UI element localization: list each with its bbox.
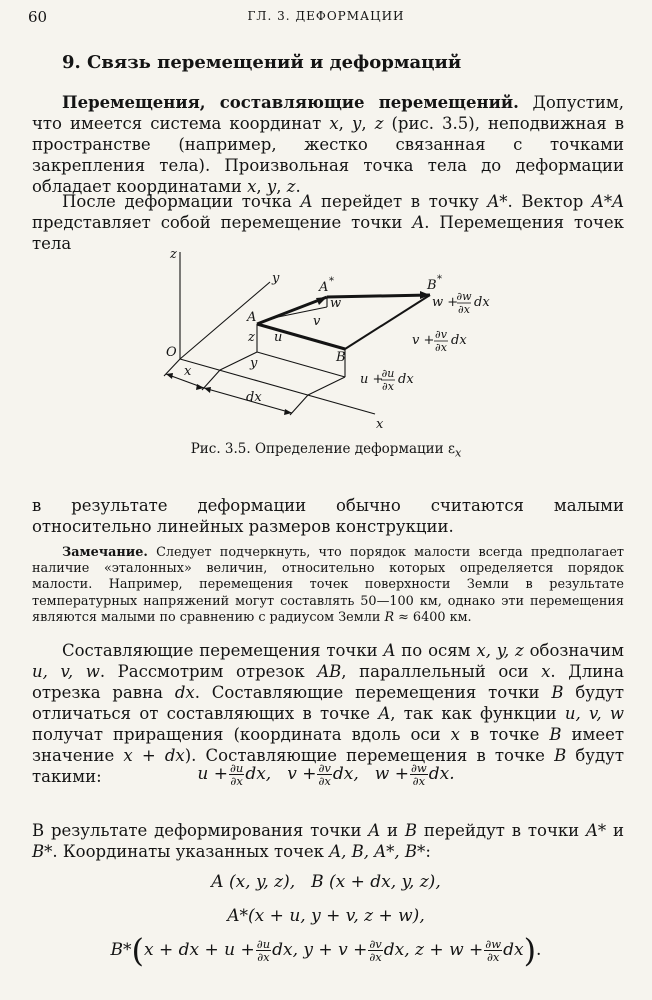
frac-dv-num: ∂v <box>435 328 447 341</box>
label-z-small: z <box>248 330 255 345</box>
label-A: A <box>247 310 257 325</box>
figure-caption: Рис. 3.5. Определение деформации $\varepsilon_x$ <box>190 441 462 460</box>
label-y-small: y <box>250 356 258 371</box>
frac-du-tail: dx <box>398 372 414 387</box>
label-y: y <box>272 271 280 286</box>
label-w-increment: w + <box>432 295 459 310</box>
section-title: 9. Связь перемещений и деформаций <box>62 52 462 73</box>
equation-coords-Bstar: B*(x + dx + u + $\frac{\partial u}{\partial x}$ dx, y + v + $\frac{\partial v}{\partial x}$ dx, z + w + $\frac{\partial w}{\partial x}$ dx). <box>110 931 542 970</box>
frac-dw-den: ∂x <box>458 303 470 316</box>
running-title: ГЛ. 3. ДЕФОРМАЦИИ <box>247 9 405 23</box>
label-Astar: A <box>319 280 329 295</box>
page-header <box>28 8 624 30</box>
figure-3-5-diagram <box>150 244 510 444</box>
frac-dv-den: ∂x <box>435 341 447 354</box>
label-w: w <box>330 296 342 311</box>
paragraph-components: Составляющие перемещения точки A по осям x, y, z обозначим u, v, w. Рассмотрим отрезок AB, параллельный оси x. Длина отрезка равна dx. Составляющие перемещения точки B будут отличаться от составляющих в точке A, так как функции u, v, w получат приращения (координата вдоль оси x в точке B имеет значение x + dx). Составляющие перемещения в точке B будут такими: <box>32 641 625 786</box>
projection-base <box>257 352 345 377</box>
u-component <box>257 317 278 324</box>
label-dim-dx: dx <box>246 390 262 405</box>
label-v: v <box>313 314 321 329</box>
label-O: O <box>166 345 177 360</box>
frac-dw-tail: dx <box>474 295 490 310</box>
paragraph-small-displacements: в результате деформации обычно считаются малыми относительно линейных размеров конструкции. <box>32 496 624 536</box>
label-z: z <box>170 247 177 262</box>
paragraph-deformed-points: В результате деформирования точки A и B перейдут в точки A* и B*. Координаты указанных точек A, B, A*, B*: <box>32 821 624 861</box>
label-u-increment: u + <box>360 372 384 387</box>
label-dim-x: x <box>184 364 192 379</box>
arrow-dim-x-left <box>166 373 173 379</box>
segment-AB <box>257 324 345 349</box>
frac-du-den: ∂x <box>382 380 394 393</box>
label-Bstar: B <box>427 278 437 293</box>
paragraph-after-deformation: После деформации точка A перейдет в точку A*. Вектор A*A представляет собой перемещение точки A. Перемещения точек тела <box>32 192 624 253</box>
dim-tick-3 <box>290 395 308 415</box>
x-axis <box>180 359 375 414</box>
equation-coords-Astar: A*(x + u, y + v, z + w), <box>227 906 425 926</box>
projection-back <box>308 377 345 395</box>
frac-dw-num: ∂w <box>456 290 472 303</box>
arrow-dim-dx-left <box>204 387 211 393</box>
page-number: 60 <box>28 8 48 26</box>
segment-AstarBstar <box>327 295 430 297</box>
label-B: B <box>336 350 346 365</box>
equation-coords-A-B: A (x, y, z), B (x + dx, y, z), <box>211 872 441 892</box>
frac-du-num: ∂u <box>381 367 395 380</box>
frac-dv-tail: dx <box>451 333 467 348</box>
label-x-axis: x <box>376 417 384 432</box>
label-v-increment: v + <box>412 333 435 348</box>
equation-B-components: u + $\frac{\partial u}{\partial x}$ dx, v + $\frac{\partial v}{\partial x}$ dx, w + $\frac{\partial w}{\partial x}$ dx. <box>197 761 455 788</box>
paragraph-displacements: Перемещения, составляющие перемещений. Допустим, что имеется система координат x, y, z (рис. 3.5), неподвижная в пространстве (например, жестко связанная с точками закрепления тела). Произвольная точка тела до деформации обладает координатами x, y, z. <box>32 93 624 196</box>
label-Bstar-star: * <box>437 274 442 285</box>
label-u: u <box>274 330 283 345</box>
remark-block: Замечание. Следует подчеркнуть, что порядок малости всегда предполагает наличие «эталонных» величин, относительно которых определяется порядок малости. Например, перемещения точек поверхности Земли в результате температурных напряжений могут составлять 50—100 км, однако эти перемещения являются малыми по сравнению с радиусом Земли R ≈ 6400 км. <box>32 545 624 625</box>
label-Astar-star: * <box>329 276 334 287</box>
arrow-AAstar <box>316 297 327 305</box>
